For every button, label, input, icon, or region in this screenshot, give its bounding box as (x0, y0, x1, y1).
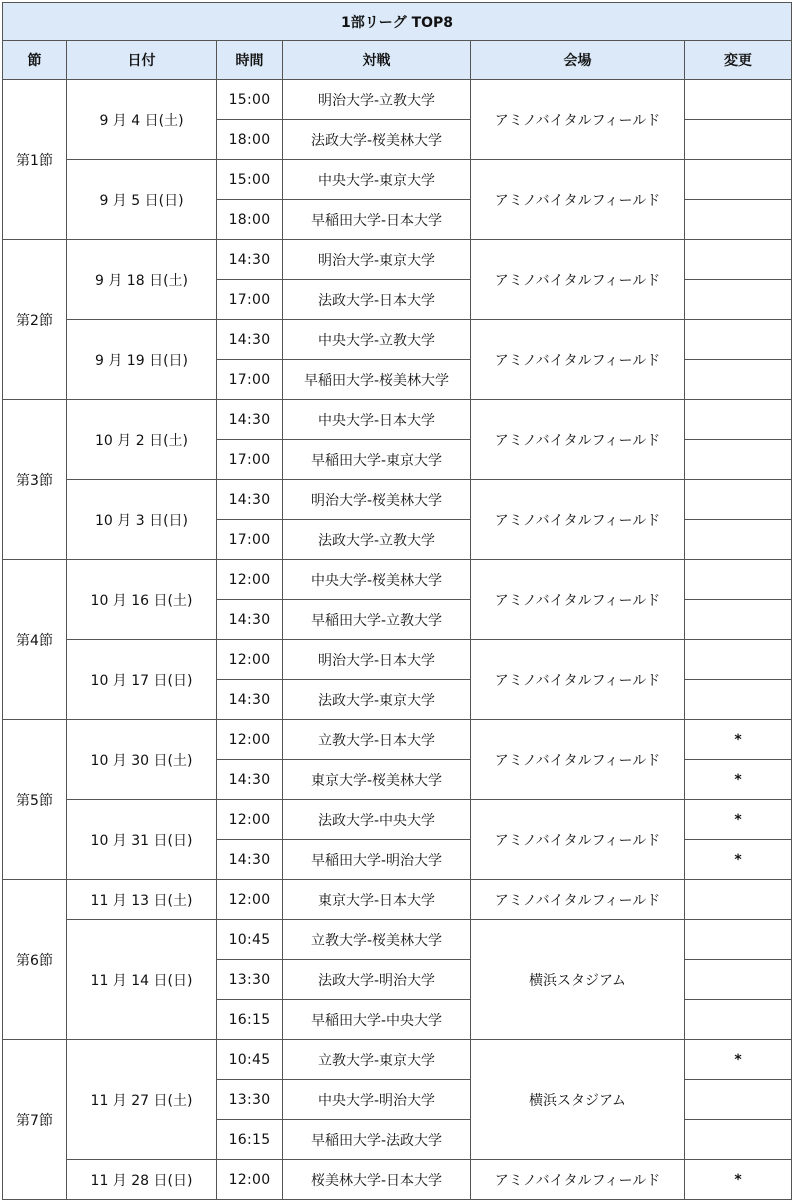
header-date: 日付 (67, 41, 217, 80)
change-cell (685, 920, 792, 960)
header-change: 変更 (685, 41, 792, 80)
venue-cell: アミノバイタルフィールド (471, 720, 685, 800)
venue-cell: アミノバイタルフィールド (471, 400, 685, 480)
change-cell (685, 960, 792, 1000)
change-cell (685, 400, 792, 440)
match-cell: 法政大学-東京大学 (283, 680, 471, 720)
time-cell: 18:00 (217, 200, 283, 240)
header-venue: 会場 (471, 41, 685, 80)
date-cell: 9 月 18 日(土) (67, 240, 217, 320)
match-cell: 早稲田大学-東京大学 (283, 440, 471, 480)
change-cell (685, 160, 792, 200)
table-row (3, 920, 792, 960)
match-cell: 明治大学-日本大学 (283, 640, 471, 680)
match-cell: 早稲田大学-法政大学 (283, 1120, 471, 1160)
time-cell: 13:30 (217, 960, 283, 1000)
round-cell: 第1節 (3, 80, 67, 240)
table-row (3, 240, 792, 280)
table-row (3, 160, 792, 200)
venue-cell: アミノバイタルフィールド (471, 640, 685, 720)
change-cell (685, 1080, 792, 1120)
time-cell: 10:45 (217, 1040, 283, 1080)
change-cell: * (685, 1160, 792, 1200)
match-cell: 中央大学-立教大学 (283, 320, 471, 360)
venue-cell: アミノバイタルフィールド (471, 240, 685, 320)
match-cell: 法政大学-中央大学 (283, 800, 471, 840)
match-cell: 早稲田大学-中央大学 (283, 1000, 471, 1040)
change-cell (685, 560, 792, 600)
venue-cell: アミノバイタルフィールド (471, 800, 685, 880)
table-title: 1部リーグ TOP8 (3, 3, 792, 41)
match-cell: 明治大学-立教大学 (283, 80, 471, 120)
change-cell (685, 480, 792, 520)
time-cell: 14:30 (217, 320, 283, 360)
time-cell: 17:00 (217, 440, 283, 480)
change-cell (685, 680, 792, 720)
change-cell: * (685, 760, 792, 800)
header-round: 節 (3, 41, 67, 80)
time-cell: 17:00 (217, 520, 283, 560)
match-cell: 早稲田大学-桜美林大学 (283, 360, 471, 400)
match-cell: 早稲田大学-明治大学 (283, 840, 471, 880)
round-cell: 第2節 (3, 240, 67, 400)
change-cell (685, 1120, 792, 1160)
table-row (3, 1160, 792, 1200)
change-cell (685, 880, 792, 920)
table-row (3, 640, 792, 680)
time-cell: 12:00 (217, 720, 283, 760)
table-row (3, 320, 792, 360)
round-cell: 第6節 (3, 880, 67, 1040)
round-cell: 第7節 (3, 1040, 67, 1200)
match-cell: 中央大学-明治大学 (283, 1080, 471, 1120)
date-cell: 11 月 14 日(日) (67, 920, 217, 1040)
change-cell (685, 440, 792, 480)
date-cell: 9 月 19 日(日) (67, 320, 217, 400)
match-cell: 明治大学-桜美林大学 (283, 480, 471, 520)
change-cell: * (685, 1040, 792, 1080)
round-cell: 第4節 (3, 560, 67, 720)
match-cell: 東京大学-桜美林大学 (283, 760, 471, 800)
match-cell: 早稲田大学-日本大学 (283, 200, 471, 240)
time-cell: 10:45 (217, 920, 283, 960)
date-cell: 11 月 27 日(土) (67, 1040, 217, 1160)
match-cell: 早稲田大学-立教大学 (283, 600, 471, 640)
change-cell (685, 320, 792, 360)
date-cell: 10 月 3 日(日) (67, 480, 217, 560)
schedule-table (2, 2, 792, 1200)
match-cell: 明治大学-東京大学 (283, 240, 471, 280)
time-cell: 12:00 (217, 800, 283, 840)
schedule-body (3, 80, 792, 1200)
table-row (3, 480, 792, 520)
change-cell: * (685, 720, 792, 760)
match-cell: 立教大学-東京大学 (283, 1040, 471, 1080)
date-cell: 11 月 13 日(土) (67, 880, 217, 920)
table-row (3, 1040, 792, 1080)
time-cell: 16:15 (217, 1120, 283, 1160)
table-row (3, 560, 792, 600)
table-row (3, 400, 792, 440)
match-cell: 東京大学-日本大学 (283, 880, 471, 920)
change-cell: * (685, 800, 792, 840)
venue-cell: 横浜スタジアム (471, 920, 685, 1040)
time-cell: 12:00 (217, 560, 283, 600)
venue-cell: アミノバイタルフィールド (471, 880, 685, 920)
match-cell: 中央大学-東京大学 (283, 160, 471, 200)
time-cell: 14:30 (217, 760, 283, 800)
date-cell: 9 月 5 日(日) (67, 160, 217, 240)
header-time: 時間 (217, 41, 283, 80)
time-cell: 17:00 (217, 280, 283, 320)
change-cell (685, 280, 792, 320)
time-cell: 12:00 (217, 880, 283, 920)
time-cell: 13:30 (217, 1080, 283, 1120)
date-cell: 10 月 31 日(日) (67, 800, 217, 880)
time-cell: 18:00 (217, 120, 283, 160)
time-cell: 14:30 (217, 400, 283, 440)
table-row (3, 80, 792, 120)
time-cell: 15:00 (217, 80, 283, 120)
venue-cell: 横浜スタジアム (471, 1040, 685, 1160)
match-cell: 中央大学-日本大学 (283, 400, 471, 440)
time-cell: 14:30 (217, 680, 283, 720)
date-cell: 10 月 16 日(土) (67, 560, 217, 640)
match-cell: 立教大学-桜美林大学 (283, 920, 471, 960)
change-cell (685, 520, 792, 560)
round-cell: 第5節 (3, 720, 67, 880)
date-cell: 9 月 4 日(土) (67, 80, 217, 160)
time-cell: 17:00 (217, 360, 283, 400)
change-cell (685, 80, 792, 120)
venue-cell: アミノバイタルフィールド (471, 1160, 685, 1200)
venue-cell: アミノバイタルフィールド (471, 560, 685, 640)
change-cell (685, 640, 792, 680)
venue-cell: アミノバイタルフィールド (471, 160, 685, 240)
time-cell: 12:00 (217, 1160, 283, 1200)
header-match: 対戦 (283, 41, 471, 80)
venue-cell: アミノバイタルフィールド (471, 80, 685, 160)
change-cell (685, 120, 792, 160)
time-cell: 14:30 (217, 480, 283, 520)
match-cell: 立教大学-日本大学 (283, 720, 471, 760)
time-cell: 15:00 (217, 160, 283, 200)
match-cell: 法政大学-明治大学 (283, 960, 471, 1000)
match-cell: 法政大学-立教大学 (283, 520, 471, 560)
match-cell: 中央大学-桜美林大学 (283, 560, 471, 600)
date-cell: 11 月 28 日(日) (67, 1160, 217, 1200)
round-cell: 第3節 (3, 400, 67, 560)
match-cell: 法政大学-日本大学 (283, 280, 471, 320)
date-cell: 10 月 2 日(土) (67, 400, 217, 480)
change-cell (685, 360, 792, 400)
time-cell: 14:30 (217, 240, 283, 280)
date-cell: 10 月 30 日(土) (67, 720, 217, 800)
date-cell: 10 月 17 日(日) (67, 640, 217, 720)
change-cell: * (685, 840, 792, 880)
change-cell (685, 240, 792, 280)
table-row (3, 800, 792, 840)
table-row (3, 720, 792, 760)
time-cell: 14:30 (217, 840, 283, 880)
table-row (3, 880, 792, 920)
match-cell: 桜美林大学-日本大学 (283, 1160, 471, 1200)
time-cell: 12:00 (217, 640, 283, 680)
time-cell: 14:30 (217, 600, 283, 640)
venue-cell: アミノバイタルフィールド (471, 480, 685, 560)
time-cell: 16:15 (217, 1000, 283, 1040)
change-cell (685, 200, 792, 240)
match-cell: 法政大学-桜美林大学 (283, 120, 471, 160)
change-cell (685, 1000, 792, 1040)
change-cell (685, 600, 792, 640)
venue-cell: アミノバイタルフィールド (471, 320, 685, 400)
